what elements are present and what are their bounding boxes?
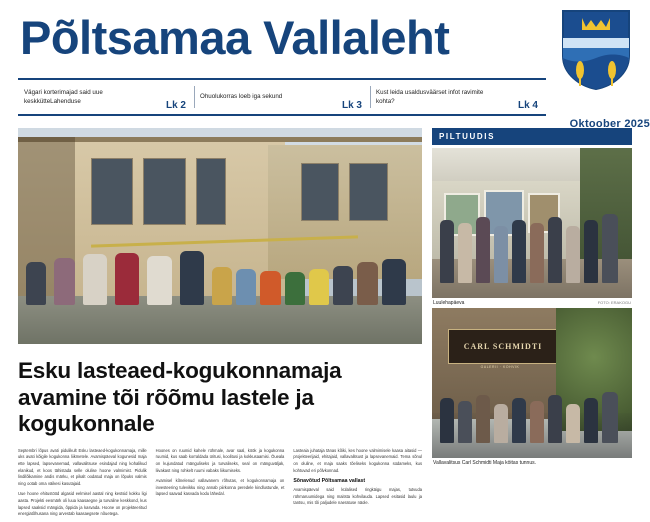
crowd-group bbox=[18, 223, 422, 305]
poltsamaa-coat-of-arms-icon bbox=[560, 8, 632, 92]
article-column-1 bbox=[18, 448, 147, 522]
sidebar-banner: PILTUUDIS bbox=[432, 128, 632, 145]
teaser-text-3: Kust leida usaldusväärset infot ravimite kohta? bbox=[376, 88, 484, 105]
photo-credit: FOTO: ERAKOGU bbox=[597, 300, 631, 305]
facade-sign-text: CARL SCHMIDTI bbox=[448, 329, 558, 364]
teaser-page-3: Lk 4 bbox=[517, 100, 538, 111]
issue-date: Oktoober 2025 bbox=[569, 118, 650, 130]
article-body bbox=[18, 448, 422, 522]
photo-caption-2 bbox=[432, 458, 632, 466]
paragraph: Avamisel kõnelenud vallavanem rõhutas, et kogukonnamaja on investeering tulevikku ning annab piirkonna peredele kindlustunde, et lapsed saavad kasvada kodu lähedal. bbox=[155, 478, 285, 497]
teaser-item-3[interactable] bbox=[370, 80, 546, 114]
article-subhead: Sõnavõtud Põltsamaa vallast bbox=[293, 478, 366, 485]
teaser-text-2: Ohuolukorras loeb iga sekund bbox=[200, 93, 283, 101]
article-column-3 bbox=[293, 448, 422, 522]
facade-sign-subtext: GALERII · KOHVIK bbox=[480, 365, 520, 369]
paragraph: Avamispäeval said külalised ringkäigu majas, tutvuda rühmaruumidega ning maitsta kohvilauda. Lapsed esitasid laulu ja tantsu, mis tõi paljudele naeratuse näole. bbox=[293, 487, 423, 506]
content-area bbox=[18, 128, 632, 522]
paragraph: Lasteaia juhataja tänas kõiki, kes hoone valmimisele kaasa aitasid — projekteerijaid, ehitajaid, vallavalitsust ja lapsevanemaid. Tema sõnul on oluline, et maja saaks tõeliseks kogukonna südameks, kus kohtuvad eri põlvkonnad. bbox=[293, 447, 423, 473]
sidebar bbox=[432, 128, 632, 522]
photo-caption-1 bbox=[432, 298, 632, 306]
caption-text: Vallavalitsus Carl Schmidti Maja köitas tunnus. bbox=[433, 460, 537, 466]
teaser-text-1: Vägari korterimajad said uue keskkütteLahenduse bbox=[24, 88, 103, 105]
article-column-2 bbox=[156, 448, 285, 522]
ribbon-cutting-ceremony-photo bbox=[18, 128, 422, 344]
caption-text: Luulehapäeva bbox=[433, 300, 465, 306]
paragraph: Hoones on ruumid kahele rühmale, avar saal, köök ja kogukonna ruumid, kus saab korraldada üritusi, koolitusi ja kokkusaamisi. Õueala on kujundatud mänguliseks ja turvaliseks, seal on mänguväljak, liivakast ning rohkelt ruumi vabaks liikumiseks. bbox=[155, 447, 285, 473]
main-column bbox=[18, 128, 422, 522]
paragraph: Uue hoone ehitustööd algasid eelmisel aastal ning kestsid kokku ligi aasta. Projekti eesmärk oli luua kaasaegne ja turvaline keskkond, kus lapsed saaksid mängida, õppida ja kasvada. Hoone on projekteeritud energiatõhusana ning arvestab kaasaegsete nõuetega. bbox=[18, 491, 147, 517]
teaser-item-1[interactable] bbox=[18, 80, 194, 114]
page-title: Põltsamaa Vallaleht bbox=[20, 11, 450, 64]
lead-headline: Esku lasteaed-kogukonnamaja avamine tõi rõõmu lastele ja kogukonnale bbox=[18, 358, 342, 437]
masthead bbox=[18, 0, 632, 78]
teaser-page-2: Lk 3 bbox=[341, 100, 362, 111]
teaser-bar bbox=[18, 78, 546, 116]
carl-schmidti-maja-facade-photo bbox=[432, 308, 632, 458]
paragraph: Septembri lõpus avati pidulikult Esku lasteaed-kogukonnamaja, mille uks avati kõigile kogukonna liikmetele. Avamispäeval kogunesid maja ette lapsed, lapsevanemad, vallavalitsuse esindajad ning kohalikud elanikud, et koos tähistada selle olulise hoone valmimist. Pidulik lindilõikamine andis märku, et pikalt oodatud maja on lõpuks valmis ning ootab oma väikesi kasutajaid. bbox=[18, 447, 147, 486]
gallery-interior-photo bbox=[432, 148, 632, 298]
teaser-item-2[interactable] bbox=[194, 80, 370, 114]
teaser-page-1: Lk 2 bbox=[165, 100, 186, 111]
